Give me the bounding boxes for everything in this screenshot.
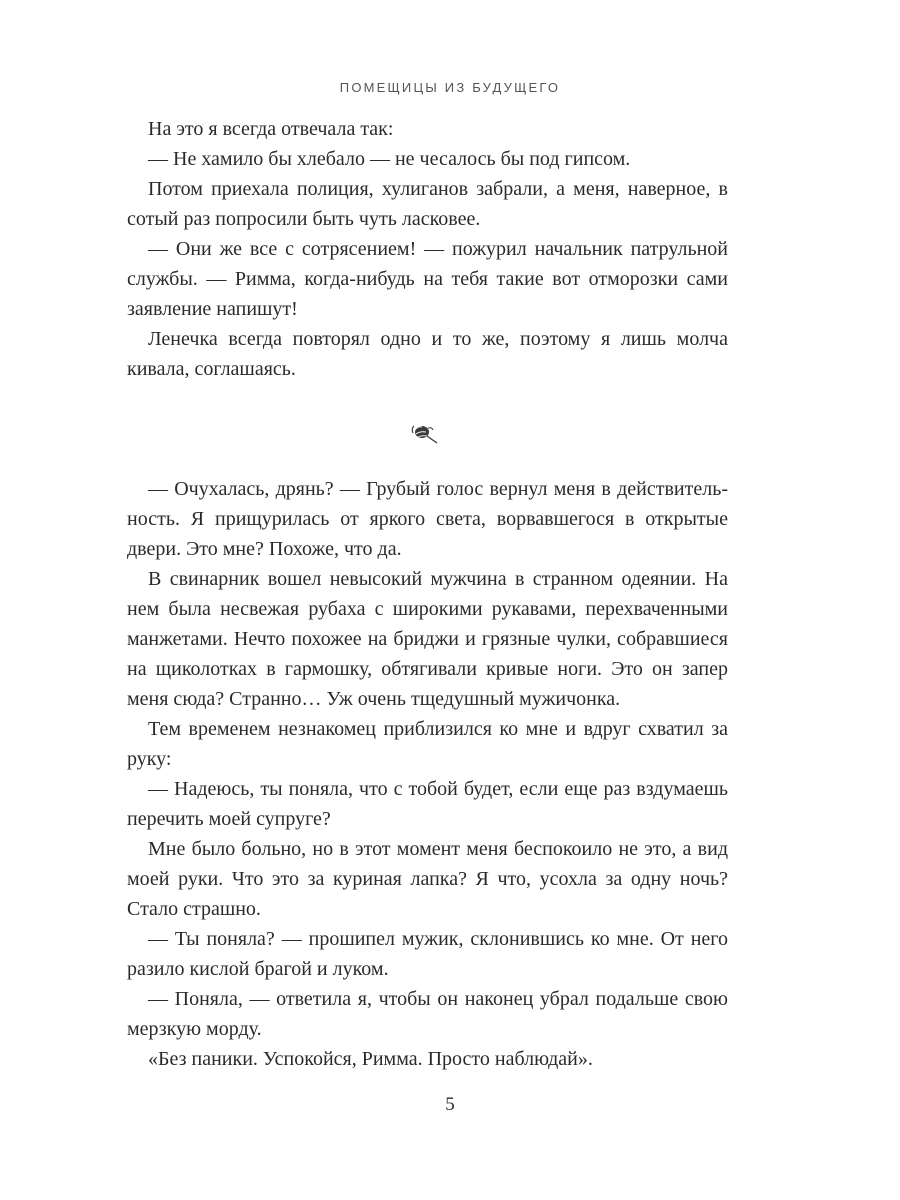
- text-section-1: [127, 114, 728, 384]
- paragraph: Ленечка всегда повторял одно и то же, поэтому я лишь молча кивала, соглашаясь.: [127, 328, 728, 380]
- paragraph: Потом приехала полиция, хулиганов забрали, а меня, наверное, в сотый раз попросили быть чуть ласковее.: [127, 178, 728, 230]
- paragraph: В свинарник вошел невысокий мужчина в странном одеянии. На нем была несвежая рубаха с широкими рукавами, перехваченными манжетами. Нечто похожее на бриджи и грязные чулки, собравшиеся на щиколотках в гармошку, обтягивали кривые ноги. Это он запер меня сюда? Странно… Уж очень тщедушный мужичонка.: [127, 568, 728, 710]
- paragraph: На это я всегда отвечала так:: [148, 118, 394, 140]
- paragraph: — Не хамило бы хлебало — не чесалось бы под гипсом.: [148, 148, 631, 170]
- paragraph: — Ты поняла? — прошипел мужик, склонившись ко мне. От него разило кислой брагой и луком.: [127, 928, 728, 980]
- paragraph: Мне было больно, но в этот момент меня беспокоило не это, а вид моей руки. Что это за куриная лапка? Я что, усохла за одну ночь? Стало страшно.: [127, 838, 728, 920]
- page-number: 5: [445, 1094, 455, 1115]
- paragraph: — Поняла, — ответила я, чтобы он наконец убрал подальше свою мерзкую морду.: [127, 988, 728, 1040]
- running-head: ПОМЕЩИЦЫ ИЗ БУДУЩЕГО: [339, 80, 561, 95]
- paragraph: — Очухалась, дрянь? — Грубый голос вернул меня в действительность. Я прищурилась от яркого света, ворвавшегося в открытые двери. Это мне? Похоже, что да.: [127, 478, 728, 560]
- fleuron-ornament-icon: [404, 418, 444, 448]
- paragraph: — Они же все с сотрясением! — пожурил начальник патрульной службы. — Римма, когда-нибудь на тебя такие вот отморозки сами заявление напишут!: [127, 238, 728, 320]
- paragraph: «Без паники. Успокойся, Римма. Просто наблюдай».: [148, 1048, 593, 1070]
- paragraph: Тем временем незнакомец приблизился ко мне и вдруг схватил за руку:: [127, 718, 728, 770]
- text-section-2: [127, 474, 728, 1074]
- paragraph: — Надеюсь, ты поняла, что с тобой будет, если еще раз вздумаешь перечить моей супруге?: [127, 778, 728, 830]
